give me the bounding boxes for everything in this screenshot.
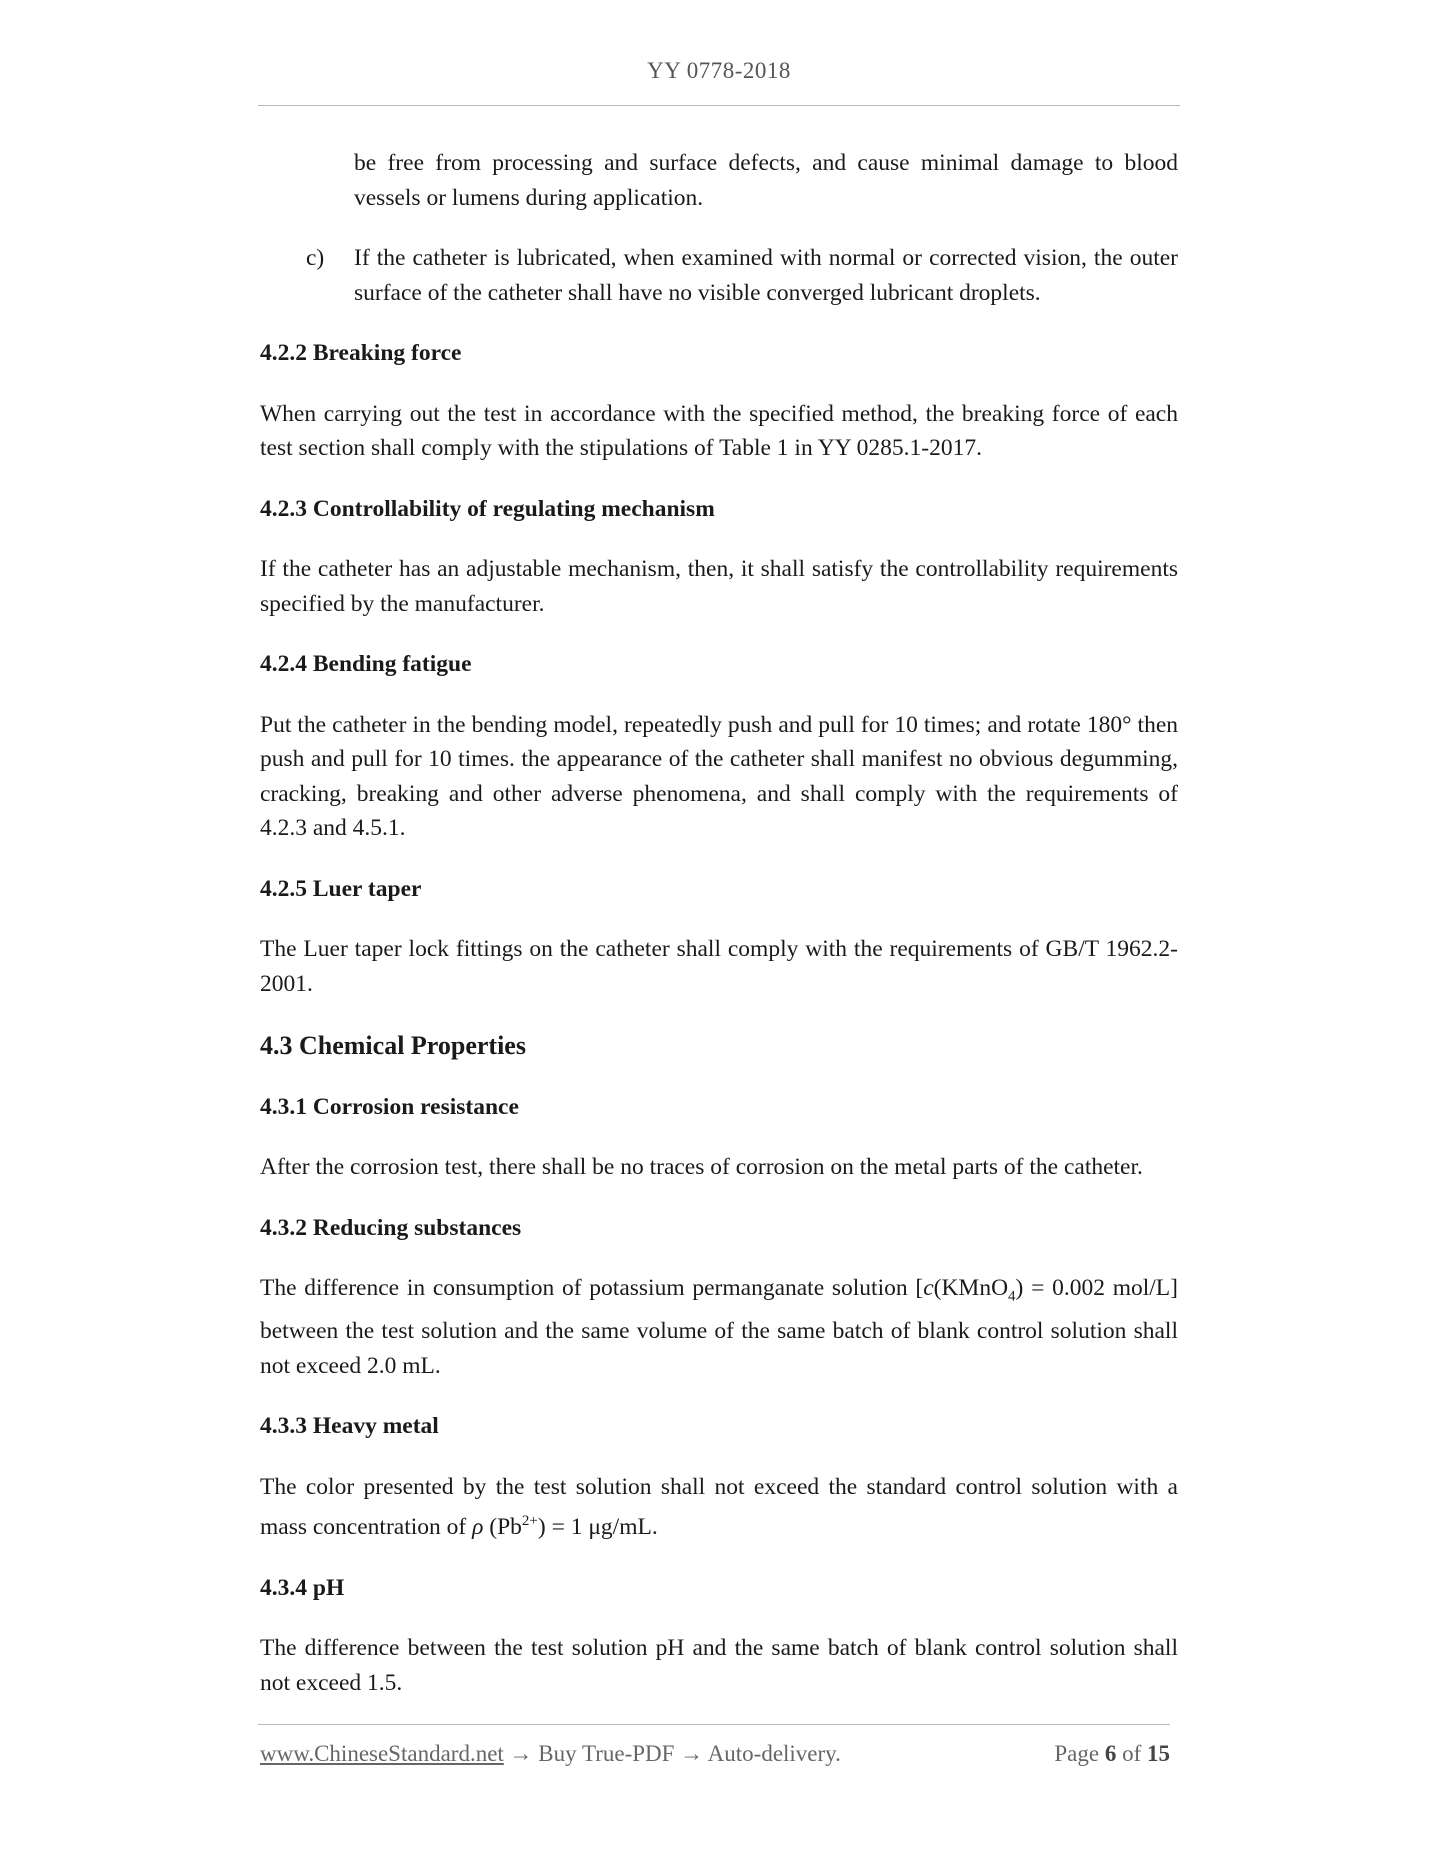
text-segment: The color presented by the test solution shall not exceed the standard control solution with a mass concentration of — [260, 1473, 1178, 1541]
section-heading-4-3-4: 4.3.4 pH — [260, 1574, 345, 1601]
text-segment: ) = 1 μg/mL. — [537, 1514, 658, 1541]
website-link[interactable]: www.ChineseStandard.net — [260, 1741, 504, 1766]
subscript: 4 — [1008, 1288, 1016, 1305]
list-item-c — [260, 241, 1178, 310]
text-segment: ) = 0.002 mol/L] between the test solution and the same volume of the same batch of blank control solution shall not exceed 2.0 mL. — [260, 1275, 1178, 1379]
section-text-4-3-4: The difference between the test solution pH and the same batch of blank control solution shall not exceed 1.5. — [260, 1635, 1178, 1696]
section-heading-4-2-2: 4.2.2 Breaking force — [260, 340, 462, 366]
section-heading-4-3: 4.3 Chemical Properties — [260, 1031, 526, 1060]
header-divider — [258, 105, 1180, 106]
section-heading-4-3-3: 4.3.3 Heavy metal — [260, 1413, 439, 1440]
page-header: YY 0778-2018 — [647, 58, 791, 83]
continued-paragraph: be free from processing and surface defects, and cause minimal damage to blood vessels or lumens during application. — [354, 150, 1178, 211]
page-current: 6 — [1104, 1741, 1117, 1766]
page-number — [1054, 1741, 1170, 1767]
list-item-text: If the catheter is lubricated, when examined with normal or corrected vision, the outer surface of the catheter shall have no visible converged lubricant droplets. — [354, 245, 1178, 306]
section-text-4-3-3 — [260, 1470, 1178, 1545]
section-text-4-2-2: When carrying out the test in accordance with the specified method, the breaking force of each test section shall comply with the stipulations of Table 1 in YY 0285.1-2017. — [260, 400, 1178, 461]
italic-symbol: c — [923, 1275, 934, 1301]
section-heading-4-3-2: 4.3.2 Reducing substances — [260, 1214, 522, 1241]
text-segment: (Pb — [483, 1514, 522, 1541]
text-segment: (KMnO — [933, 1275, 1009, 1301]
page-of: of — [1122, 1741, 1142, 1766]
footer-divider — [258, 1724, 1170, 1725]
page-label: Page — [1054, 1741, 1100, 1766]
italic-symbol: ρ — [472, 1514, 484, 1541]
footer-promo — [260, 1741, 841, 1767]
superscript: 2+ — [521, 1513, 538, 1530]
page-total: 15 — [1147, 1741, 1170, 1766]
section-heading-4-3-1: 4.3.1 Corrosion resistance — [260, 1093, 519, 1120]
footer-promo-text: → Buy True-PDF → Auto-delivery. — [503, 1741, 841, 1766]
section-text-4-2-5: The Luer taper lock fittings on the catheter shall comply with the requirements of GB/T 1962.2-2001. — [260, 936, 1178, 997]
text-segment: The difference in consumption of potassium permanganate solution [ — [260, 1275, 924, 1301]
section-heading-4-2-4: 4.2.4 Bending fatigue — [260, 651, 472, 677]
section-text-4-2-4: Put the catheter in the bending model, repeatedly push and pull for 10 times; and rotate 180° then push and pull for 10 times. the appearance of the catheter shall manifest no obvious degumming, cracking, breaking and other adverse phenomena, and shall comply with the requirements of 4.2.3 and 4.5.1. — [260, 711, 1178, 841]
section-text-4-2-3: If the catheter has an adjustable mechanism, then, it shall satisfy the controllability requirements specified by the manufacturer. — [260, 556, 1178, 617]
section-text-4-3-2 — [260, 1271, 1178, 1383]
document-body — [260, 146, 1178, 1700]
list-marker: c) — [306, 245, 325, 271]
section-heading-4-2-3: 4.2.3 Controllability of regulating mechanism — [260, 495, 715, 522]
page-footer — [260, 1741, 1170, 1767]
section-text-4-3-1: After the corrosion test, there shall be no traces of corrosion on the metal parts of the catheter. — [260, 1154, 1143, 1180]
section-heading-4-2-5: 4.2.5 Luer taper — [260, 875, 422, 902]
